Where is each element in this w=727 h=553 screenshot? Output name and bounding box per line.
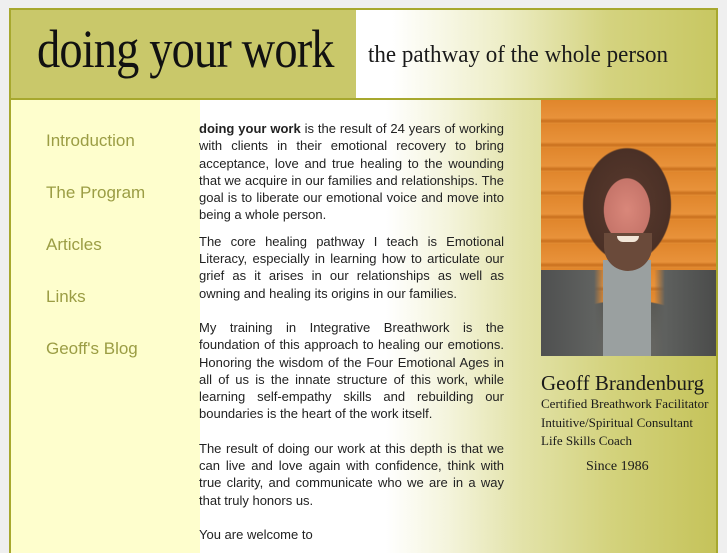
intro-bold: doing your work xyxy=(199,121,301,136)
logo-box[interactable] xyxy=(11,10,356,98)
site-tagline: the pathway of the whole person xyxy=(368,42,669,68)
paragraph-5: You are welcome to xyxy=(199,526,313,542)
nav-links[interactable]: Links xyxy=(46,287,86,306)
site-header xyxy=(11,10,716,100)
profile-name: Geoff Brandenburg xyxy=(541,371,705,395)
profile-role: Certified Breathwork Facilitator xyxy=(541,396,709,411)
portrait-photo xyxy=(541,100,718,356)
nav-the-program[interactable]: The Program xyxy=(46,183,146,202)
profile-since: Since 1986 xyxy=(586,459,649,474)
paragraph-3: My training in Integrative Breathwork is the foundation of this approach to healing our emotions. Honoring the wisdom of the Four Emotional Ages in all of us is the innate structure of this work, while learning self-empathy skills and rebuilding our boundaries is the heart of the work itself. xyxy=(199,319,504,422)
photo-smile xyxy=(617,236,639,242)
profile-role: Intuitive/Spiritual Consultant xyxy=(541,415,694,430)
nav-geoffs-blog[interactable]: Geoff's Blog xyxy=(46,339,138,358)
site-logo[interactable]: doing your work xyxy=(37,19,334,79)
tagline-box xyxy=(356,10,716,98)
intro-paragraph xyxy=(199,120,504,224)
nav-articles[interactable]: Articles xyxy=(46,235,102,254)
paragraph-2: The core healing pathway I teach is Emotional Literacy, especially in learning how to articulate our grief as it arises in our relationships as well as owning and healing its origins in our families. xyxy=(199,233,504,301)
profile-role: Life Skills Coach xyxy=(541,433,632,448)
intro-text: is the result of 24 years of working with clients in their emotional recovery to bring acceptance, love and true healing to the wounding that we acquire in our families and relationships. The goal is to liberate our emotional voice and move into being a whole person. xyxy=(199,121,504,223)
nav-introduction[interactable]: Introduction xyxy=(46,131,135,150)
photo-collar xyxy=(603,260,651,356)
paragraph-4: The result of doing our work at this depth is that we can live and love again with confidence, think with true clarity, and communicate who we are in a way that truly honors us. xyxy=(199,440,504,508)
main-content xyxy=(199,120,504,552)
sidebar-nav xyxy=(11,100,200,553)
